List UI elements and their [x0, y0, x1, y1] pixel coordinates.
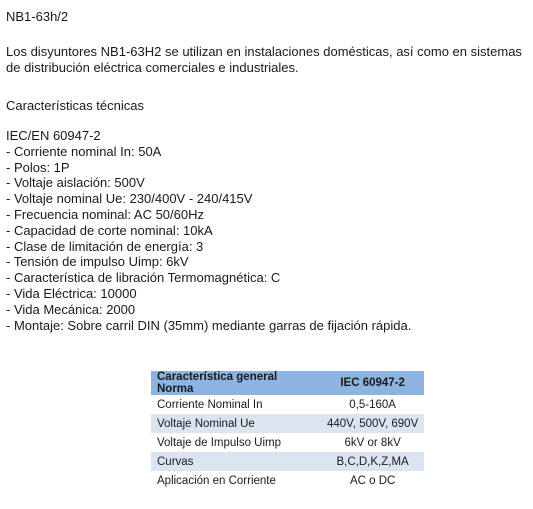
intro-paragraph: Los disyuntores NB1-63H2 se utilizan en instalaciones domésticas, así como en sistemas de distribución eléctrica comerciales e industriales. [6, 44, 522, 75]
table-cell: Corriente Nominal In [157, 398, 263, 411]
table-row [151, 471, 424, 490]
spec-item: - Vida Mecánica: 2000 [6, 301, 136, 317]
table-header-cell: IEC 60947-2 [321, 371, 424, 395]
table-row [151, 433, 424, 452]
table-cell: 0,5-160A [349, 398, 396, 411]
table-cell: Voltaje Nominal Ue [151, 414, 321, 433]
spec-item: - Capacidad de corte nominal: 10kA [6, 222, 213, 238]
spec-item: - Voltaje aislación: 500V [6, 175, 145, 191]
spec-item: - Vida Eléctrica: 10000 [6, 285, 137, 301]
table-cell: B,C,D,K,Z,MA [321, 452, 424, 471]
table-cell: Aplicación en Corriente [157, 474, 276, 487]
spec-item: - Polos: 1P [6, 159, 70, 175]
spec-item: - Tensión de impulso Uimp: 6kV [6, 254, 189, 270]
spec-item: IEC/EN 60947-2 [6, 128, 101, 143]
table-cell: AC o DC [349, 474, 396, 487]
spec-item: - Voltaje nominal Ue: 230/400V - 240/415V [6, 191, 253, 207]
spec-list [6, 128, 411, 333]
table-row [151, 395, 424, 414]
spec-item: - Montaje: Sobre carril DIN (35mm) mediante garras de fijación rápida. [6, 317, 412, 333]
table-cell: Curvas [151, 452, 321, 471]
product-title: NB1-63h/2 [6, 9, 69, 24]
table-cell: 440V, 500V, 690V [321, 414, 424, 433]
spec-item: - Corriente nominal In: 50A [6, 143, 162, 159]
table-row [151, 414, 424, 433]
table-cell: 6kV or 8kV [344, 436, 401, 449]
table-cell: Voltaje de Impulso Uimp [157, 436, 282, 449]
table-header-cell: Característica general Norma [151, 371, 321, 395]
spec-item: - Frecuencia nominal: AC 50/60Hz [6, 206, 204, 222]
spec-item: - Clase de limitación de energía: 3 [6, 238, 204, 254]
standard-table [151, 371, 424, 490]
spec-item: - Característica de libración Termomagnética: C [6, 270, 281, 286]
section-heading: Características técnicas [6, 98, 144, 113]
table-header-row [151, 371, 424, 395]
table-row [151, 452, 424, 471]
